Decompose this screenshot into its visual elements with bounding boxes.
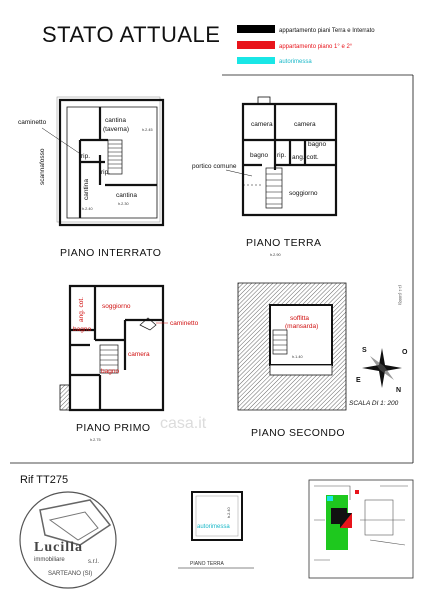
- legend-swatch-primo-secondo: [237, 41, 275, 49]
- compass-o: O: [402, 349, 408, 356]
- terra-stair: [266, 168, 282, 208]
- secondo-room-mansarda: (mansarda): [285, 323, 319, 330]
- primo-room-soggiorno: soggiorno: [102, 303, 131, 310]
- terra-floor-label: PIANO TERRA: [246, 237, 322, 249]
- plan-terra: [192, 97, 336, 257]
- agency-town: SARTEANO (SI): [48, 571, 93, 577]
- plan-garage: [178, 492, 254, 568]
- agency-suffix: s.r.l.: [88, 559, 100, 565]
- site-map-frame: [309, 480, 413, 578]
- primo-height: h.2.75: [90, 438, 101, 442]
- agency-subtitle: immobiliare: [34, 557, 65, 563]
- agency-logo: [20, 492, 116, 588]
- legend-label-terra-interrato: appartamento piani Terra e Interrato: [279, 28, 375, 34]
- secondo-floor-label: PIANO SECONDO: [251, 427, 345, 439]
- legend-swatch-autorimessa: [237, 57, 275, 64]
- interrato-room-cantina-2: cantina: [83, 179, 90, 200]
- side-note: (1:1 (1000)): [398, 285, 402, 305]
- agency-name: Lucilla: [34, 540, 84, 555]
- interrato-room-rip-2: rip.: [101, 169, 111, 176]
- site-garage-cyan: [327, 496, 333, 501]
- primo-room-ang-cot: ang. cot.: [78, 297, 85, 322]
- terra-room-camera-1: camera: [251, 121, 273, 128]
- watermark-text: casa.it: [160, 415, 207, 432]
- terra-room-bagno-1: bagno: [250, 152, 269, 159]
- terra-room-portico-comune: portico comune: [192, 163, 237, 170]
- secondo-room-soffitta: soffitta: [290, 315, 310, 322]
- interrato-room-cantina-taverna: cantina: [105, 117, 126, 124]
- terra-room-soggiorno: soggiorno: [289, 190, 318, 197]
- legend-label-primo-secondo: appartamento piano 1° e 2°: [279, 44, 353, 50]
- terra-height: h.2.90: [270, 253, 281, 257]
- primo-floor-label: PIANO PRIMO: [76, 422, 151, 434]
- garage-height: h.2.40: [227, 507, 231, 518]
- scale-text: SCALA DI 1: 200: [349, 400, 399, 407]
- interrato-stair: [108, 140, 122, 174]
- terra-room-camera-2: camera: [294, 121, 316, 128]
- garage-outline: [192, 492, 242, 540]
- garage-room-label: autorimessa: [197, 524, 230, 530]
- site-map: [309, 480, 413, 578]
- primo-room-caminetto: caminetto: [170, 320, 199, 327]
- interrato-floor-label: PIANO INTERRATO: [60, 247, 162, 259]
- garage-autorimessa-area: [196, 496, 238, 536]
- primo-room-bagno-1: bagno: [73, 326, 92, 333]
- terra-room-ang-cott: ang. cott.: [292, 154, 319, 161]
- interrato-room-caminetto: caminetto: [18, 119, 47, 126]
- interrato-height-3: h.2.30: [118, 202, 129, 206]
- secondo-height: h.1.40: [292, 355, 303, 359]
- legend-swatch-terra-interrato: [237, 25, 275, 33]
- interrato-room-taverna-note: (taverna): [103, 126, 130, 133]
- legend-label-autorimessa: autorimessa: [279, 59, 312, 65]
- interrato-height-2: h.2.40: [82, 207, 93, 211]
- interrato-room-cantina-3: cantina: [116, 192, 137, 199]
- garage-floor-label: PIANO TERRA: [190, 561, 224, 567]
- primo-room-bagno-2: bagno: [101, 368, 120, 375]
- compass-n: N: [396, 387, 402, 394]
- interrato-room-rip-1: rip.: [81, 153, 91, 160]
- compass-rose: [356, 347, 408, 394]
- page-title: STATO ATTUALE: [42, 22, 221, 47]
- compass-e: E: [356, 377, 361, 384]
- plan-secondo: [238, 283, 346, 439]
- terra-room-bagno-2: bagno: [308, 141, 327, 148]
- interrato-height-1: h.2.45: [142, 128, 153, 132]
- compass-s: S: [362, 347, 367, 354]
- interrato-room-scannafosso: scannafosso: [39, 148, 46, 185]
- legend: [237, 25, 375, 65]
- primo-room-camera: camera: [128, 351, 150, 358]
- terra-room-rip: rip.: [277, 152, 287, 159]
- reference-code: Rif TT275: [20, 474, 69, 486]
- plan-interrato: [18, 97, 163, 259]
